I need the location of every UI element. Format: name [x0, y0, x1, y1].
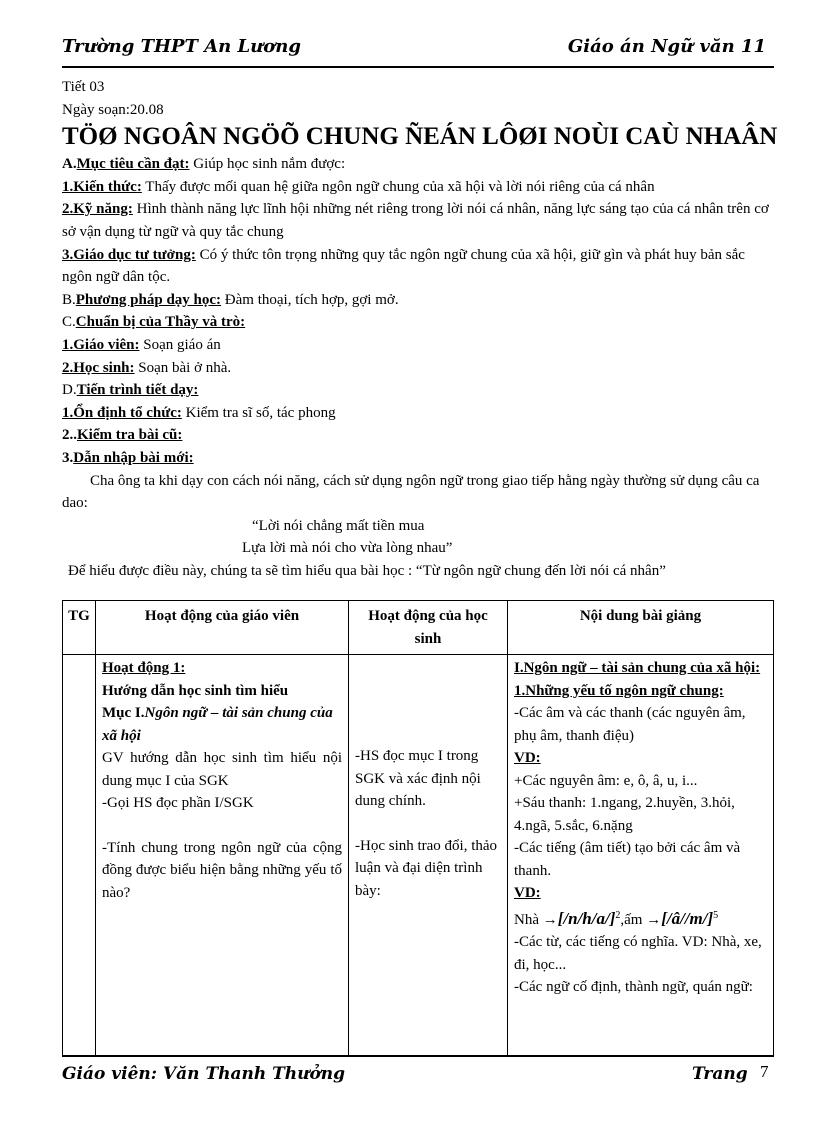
content-subheading: 1.Những yếu tố ngôn ngữ chung:: [514, 682, 724, 699]
teacher-activity-cell: [96, 655, 349, 1056]
col-header-student: Hoạt động của học sinh: [349, 601, 508, 655]
student-prep-heading: 2.Học sinh:: [62, 359, 135, 376]
example-label-1: VD:: [514, 750, 541, 766]
section-c-heading: Chuẩn bị của Thầy và trò:: [75, 314, 246, 331]
section-d-heading: Tiến trình tiết dạy:: [76, 382, 199, 399]
review-heading: Kiểm tra bài cũ:: [77, 427, 183, 444]
teacher-name: Giáo viên: Văn Thanh Thưởng: [62, 1064, 346, 1084]
section-d: D.Tiến trình tiết dạy:: [62, 382, 199, 399]
content-cell: [508, 655, 774, 1056]
lesson-table: [62, 600, 774, 1056]
section-d3: 3.Dẫn nhập bài mới:: [62, 449, 194, 466]
document-body: [62, 76, 778, 582]
section-skills: 2.Kỹ năng: Hình thành năng lực lĩnh hội những nét riêng trong lời nói cá nhân, năng lực sáng tạo của cá nhân trên cơ sở vận dụng từ ngữ và quy tắc chung: [62, 201, 769, 240]
arrow-icon: →: [542, 911, 558, 928]
section-a-heading: Mục tiêu cần đạt:: [76, 156, 190, 173]
teacher-step-2: -Gọi HS đọc phần I/SGK: [102, 795, 254, 811]
content-syllables: -Các tiếng (âm tiết) tạo bởi các âm và thanh.: [514, 840, 741, 879]
subject-name: Giáo án Ngữ văn 11: [567, 36, 766, 57]
section-b: B.Phương pháp dạy học: Đàm thoại, tích hợp, gợi mở.: [62, 291, 399, 308]
content-vowels: +Các nguyên âm: e, ô, â, u, i...: [514, 772, 698, 789]
col-header-teacher: Hoạt động của giáo viên: [96, 601, 349, 655]
student-step-1: -HS đọc mục I trong SGK và xác định nội dung chính.: [355, 748, 481, 809]
section-c2: 2.Học sinh: Soạn bài ở nhà.: [62, 359, 232, 376]
content-words: -Các từ, các tiếng có nghĩa. VD: Nhà, xe, đi, học...: [514, 934, 762, 973]
time-cell: [63, 655, 96, 1056]
section-c1: 1.Giáo viên: Soạn giáo án: [62, 336, 221, 353]
header-rule: [62, 66, 774, 68]
organization-heading: 1.Ổn định tổ chức:: [62, 404, 182, 421]
footer-rule: [62, 1055, 774, 1057]
section-b-heading: Phương pháp dạy học:: [75, 291, 222, 308]
knowledge-heading: 1.Kiến thức:: [62, 178, 142, 195]
section-a: A.Mục tiêu cần đạt: Giúp học sinh nắm được:: [62, 156, 346, 173]
section-ideology: 3.Giáo dục tư tưởng: Có ý thức tôn trọng những quy tắc ngôn ngữ chung của xã hội, giữ gìn và phát huy bản sắc ngôn ngữ dân tộc.: [62, 246, 745, 286]
phonetic-example: Nhà $\to[/n/h/a/]^2,ấm$ →[/â//m/]$^5$: [514, 908, 719, 928]
page-title: TÖØ NGOÂN NGÖÕ CHUNG ÑEÁN LÔØI NOÙI CAÙ NHAÂN: [62, 123, 778, 151]
lead-in-sentence: Để hiểu được điều này, chúng ta sẽ tìm hiểu qua bài học : “Từ ngôn ngữ chung đến lời nói cá nhân”: [68, 562, 666, 579]
activity-heading: Hoạt động 1:: [102, 660, 186, 676]
section-c: C.Chuẩn bị của Thầy và trò:: [62, 314, 246, 331]
student-step-2: -Học sinh trao đổi, thảo luận và đại diện trình bày:: [355, 837, 498, 899]
table-header-row: [63, 601, 774, 655]
prep-date: Ngày soạn:20.08: [62, 101, 164, 118]
table-row: [63, 655, 774, 1056]
lesson-number: Tiết 03: [62, 79, 105, 95]
intro-heading: Dẫn nhập bài mới:: [73, 449, 194, 466]
poem-line-2: Lựa lời mà nói cho vừa lòng nhau”: [242, 540, 453, 557]
section-d2: 2..Kiểm tra bài cũ:: [62, 427, 183, 444]
intro-paragraph: Cha ông ta khi dạy con cách nói năng, cách sử dụng ngôn ngữ trong giao tiếp hằng ngày thường sử dụng câu ca dao:: [62, 472, 760, 512]
page-number: 7: [760, 1062, 769, 1081]
skills-heading: 2.Kỹ năng:: [62, 201, 133, 218]
col-header-time: TG: [63, 601, 96, 655]
activity-topic: Mục I.Ngôn ngữ – tài sản chung của xã hội: [102, 705, 333, 744]
teacher-step-1: GV hướng dẫn học sinh tìm hiểu nội dung mục I của SGK: [102, 750, 342, 789]
activity-guide: Hướng dẫn học sinh tìm hiểu: [102, 682, 289, 699]
ideology-heading: 3.Giáo dục tư tưởng:: [62, 246, 196, 263]
student-activity-cell: [349, 655, 508, 1056]
content-tones: +Sáu thanh: 1.ngang, 2.huyền, 3.hỏi, 4.ngã, 5.sắc, 6.nặng: [514, 795, 735, 834]
poem-line-1: “Lời nói chẳng mất tiền mua: [252, 517, 425, 534]
content-idioms: -Các ngữ cố định, thành ngữ, quán ngữ:: [514, 979, 753, 995]
arrow-icon: →: [646, 911, 662, 928]
section-d1: 1.Ổn định tổ chức: Kiểm tra sĩ số, tác phong: [62, 404, 336, 421]
page-label: Trang: [692, 1064, 748, 1084]
school-name: Trường THPT An Lương: [62, 36, 301, 57]
content-heading: I.Ngôn ngữ – tài sản chung của xã hội:: [514, 660, 761, 676]
teacher-question: -Tính chung trong ngôn ngữ của cộng đồng được biểu hiện bằng những yếu tố nào?: [102, 839, 342, 901]
teacher-prep-heading: 1.Giáo viên:: [62, 336, 140, 353]
col-header-content: Nội dung bài giảng: [508, 601, 774, 655]
content-sounds: -Các âm và các thanh (các nguyên âm, phụ âm, thanh điệu): [514, 705, 746, 744]
section-knowledge: 1.Kiến thức: Thấy được mối quan hệ giữa ngôn ngữ chung của xã hội và lời nói riêng của cá nhân: [62, 178, 655, 195]
example-label-2: VD:: [514, 885, 541, 901]
